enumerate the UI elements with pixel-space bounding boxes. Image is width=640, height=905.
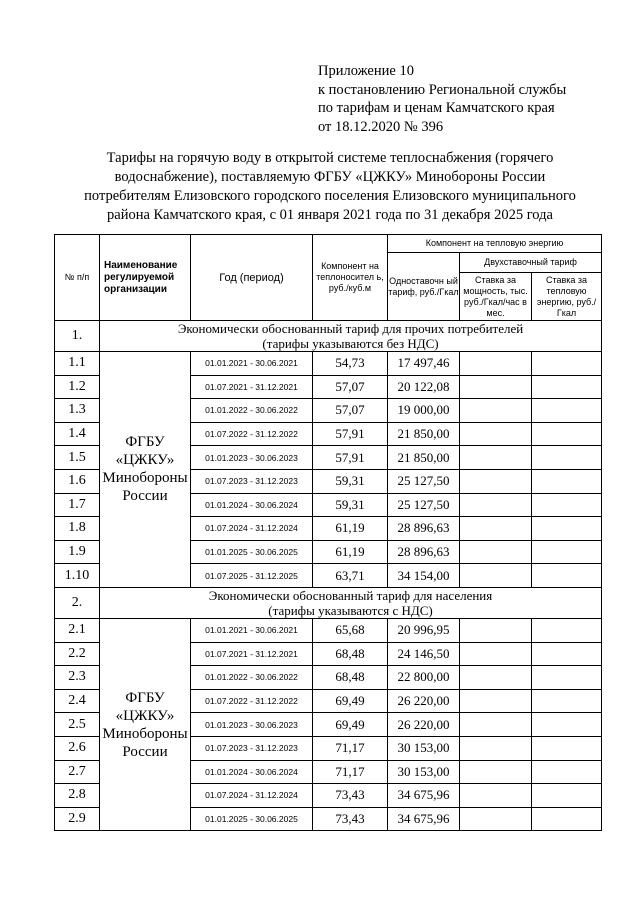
one-part-tariff: 28 896,63 — [388, 540, 460, 564]
row-number: 2.3 — [55, 666, 100, 690]
one-part-tariff: 34 154,00 — [388, 564, 460, 588]
row-number: 1.9 — [55, 540, 100, 564]
period-cell: 01.07.2021 - 31.12.2021 — [191, 375, 313, 399]
one-part-tariff: 22 800,00 — [388, 666, 460, 690]
capacity-rate — [460, 713, 532, 737]
capacity-rate — [460, 736, 532, 760]
coolant-value: 69,49 — [313, 713, 388, 737]
row-number: 2.7 — [55, 760, 100, 784]
row-number: 2.9 — [55, 807, 100, 831]
one-part-tariff: 25 127,50 — [388, 493, 460, 517]
header-year: Год (период) — [191, 235, 313, 321]
energy-rate — [532, 564, 602, 588]
period-cell: 01.07.2024 - 31.12.2024 — [191, 517, 313, 541]
period-cell: 01.01.2021 - 30.06.2021 — [191, 618, 313, 642]
capacity-rate — [460, 760, 532, 784]
coolant-value: 61,19 — [313, 517, 388, 541]
coolant-value: 59,31 — [313, 469, 388, 493]
energy-rate — [532, 446, 602, 470]
section-label-line: (тарифы указываются с НДС) — [268, 602, 433, 618]
one-part-tariff: 17 497,46 — [388, 352, 460, 376]
one-part-tariff: 30 153,00 — [388, 736, 460, 760]
header-org: Наименование регулируемой организации — [100, 235, 191, 321]
section-number: 1. — [55, 321, 100, 352]
annex-line: по тарифам и ценам Камчатского края — [318, 100, 555, 116]
one-part-tariff: 21 850,00 — [388, 446, 460, 470]
one-part-tariff: 30 153,00 — [388, 760, 460, 784]
row-number: 1.2 — [55, 375, 100, 399]
annex-line: от 18.12.2020 № 396 — [318, 118, 444, 135]
annex-line: к постановлению Региональной службы — [318, 81, 567, 98]
period-cell: 01.07.2024 - 31.12.2024 — [191, 784, 313, 808]
document-title — [60, 149, 600, 225]
header-coolant: Компонент на теплоносител ь, руб./куб.м — [313, 235, 388, 321]
one-part-tariff: 24 146,50 — [388, 642, 460, 666]
title-line: Тарифы на горячую воду в открытой системе теплоснабжения (горячего — [106, 150, 554, 166]
row-number: 2.2 — [55, 642, 100, 666]
energy-rate — [532, 618, 602, 642]
coolant-value: 61,19 — [313, 540, 388, 564]
organization-name-line: ФГБУ — [125, 434, 165, 451]
row-number: 1.8 — [55, 517, 100, 541]
coolant-value: 57,91 — [313, 422, 388, 446]
energy-rate — [532, 352, 602, 376]
energy-rate — [532, 784, 602, 808]
one-part-tariff: 26 220,00 — [388, 689, 460, 713]
table-row — [55, 352, 602, 376]
row-number: 2.1 — [55, 618, 100, 642]
header-num: № п/п — [55, 235, 100, 321]
coolant-value: 59,31 — [313, 493, 388, 517]
coolant-value: 68,48 — [313, 666, 388, 690]
organization-name — [100, 618, 191, 830]
section-label — [100, 587, 602, 618]
capacity-rate — [460, 618, 532, 642]
capacity-rate — [460, 399, 532, 423]
header-capacity: Ставка за мощность, тыс. руб./Гкал/час в мес. — [460, 273, 532, 321]
energy-rate — [532, 713, 602, 737]
coolant-value: 73,43 — [313, 807, 388, 831]
energy-rate — [532, 375, 602, 399]
organization-name-line: Минобороны России — [102, 725, 188, 760]
coolant-value: 57,07 — [313, 375, 388, 399]
header-two-part: Двухставочный тариф — [460, 253, 602, 273]
row-number: 1.10 — [55, 564, 100, 588]
period-cell: 01.01.2024 - 30.06.2024 — [191, 760, 313, 784]
one-part-tariff: 34 675,96 — [388, 807, 460, 831]
capacity-rate — [460, 493, 532, 517]
period-cell: 01.07.2025 - 31.12.2025 — [191, 564, 313, 588]
energy-rate — [532, 517, 602, 541]
capacity-rate — [460, 642, 532, 666]
period-cell: 01.01.2024 - 30.06.2024 — [191, 493, 313, 517]
organization-name-line: ФГБУ — [125, 689, 165, 706]
period-cell: 01.07.2021 - 31.12.2021 — [191, 642, 313, 666]
period-cell: 01.01.2021 - 30.06.2021 — [191, 352, 313, 376]
row-number: 1.5 — [55, 446, 100, 470]
capacity-rate — [460, 517, 532, 541]
one-part-tariff: 28 896,63 — [388, 517, 460, 541]
period-cell: 01.01.2025 - 30.06.2025 — [191, 807, 313, 831]
row-number: 2.8 — [55, 784, 100, 808]
one-part-tariff: 21 850,00 — [388, 422, 460, 446]
section-label-line: Экономически обоснованный тариф для прочих потребителей — [177, 321, 524, 336]
row-number: 1.1 — [55, 352, 100, 376]
period-cell: 01.01.2022 - 30.06.2022 — [191, 666, 313, 690]
energy-rate — [532, 666, 602, 690]
coolant-value: 65,68 — [313, 618, 388, 642]
coolant-value: 54,73 — [313, 352, 388, 376]
energy-rate — [532, 469, 602, 493]
one-part-tariff: 19 000,00 — [388, 399, 460, 423]
organization-name — [100, 352, 191, 588]
capacity-rate — [460, 564, 532, 588]
period-cell: 01.01.2025 - 30.06.2025 — [191, 540, 313, 564]
section-label-line: Экономически обоснованный тариф для населения — [208, 587, 493, 603]
period-cell: 01.07.2022 - 31.12.2022 — [191, 422, 313, 446]
capacity-rate — [460, 689, 532, 713]
period-cell: 01.07.2022 - 31.12.2022 — [191, 689, 313, 713]
capacity-rate — [460, 375, 532, 399]
section-label — [100, 321, 602, 352]
capacity-rate — [460, 540, 532, 564]
section-row — [55, 321, 602, 352]
organization-name-line: Минобороны России — [102, 470, 188, 505]
table-row — [55, 618, 602, 642]
energy-rate — [532, 736, 602, 760]
energy-rate — [532, 760, 602, 784]
title-line: потребителям Елизовского городского поселения Елизовского муниципального — [84, 188, 576, 204]
tariff-table — [54, 234, 602, 831]
section-row — [55, 587, 602, 618]
capacity-rate — [460, 469, 532, 493]
capacity-rate — [460, 807, 532, 831]
row-number: 1.6 — [55, 469, 100, 493]
one-part-tariff: 25 127,50 — [388, 469, 460, 493]
capacity-rate — [460, 446, 532, 470]
title-line: водоснабжение), поставляемую ФГБУ «ЦЖКУ» Минобороны России — [114, 169, 546, 185]
row-number: 1.3 — [55, 399, 100, 423]
capacity-rate — [460, 422, 532, 446]
energy-rate — [532, 399, 602, 423]
capacity-rate — [460, 666, 532, 690]
row-number: 2.6 — [55, 736, 100, 760]
section-number: 2. — [55, 587, 100, 618]
row-number: 1.4 — [55, 422, 100, 446]
capacity-rate — [460, 784, 532, 808]
energy-rate — [532, 689, 602, 713]
header-row — [55, 235, 602, 253]
organization-name-line: «ЦЖКУ» — [115, 707, 175, 724]
annex-block — [318, 62, 566, 136]
coolant-value: 69,49 — [313, 689, 388, 713]
one-part-tariff: 20 996,95 — [388, 618, 460, 642]
period-cell: 01.07.2023 - 31.12.2023 — [191, 469, 313, 493]
coolant-value: 68,48 — [313, 642, 388, 666]
coolant-value: 63,71 — [313, 564, 388, 588]
header-one-part: Одноставочн ый тариф, руб./Гкал — [388, 253, 460, 321]
coolant-value: 71,17 — [313, 760, 388, 784]
row-number: 2.4 — [55, 689, 100, 713]
energy-rate — [532, 642, 602, 666]
energy-rate — [532, 540, 602, 564]
header-heat: Компонент на тепловую энергию — [388, 235, 602, 253]
period-cell: 01.01.2023 - 30.06.2023 — [191, 446, 313, 470]
period-cell: 01.07.2023 - 31.12.2023 — [191, 736, 313, 760]
row-number: 1.7 — [55, 493, 100, 517]
organization-name-line: «ЦЖКУ» — [115, 452, 175, 469]
one-part-tariff: 26 220,00 — [388, 713, 460, 737]
period-cell: 01.01.2023 - 30.06.2023 — [191, 713, 313, 737]
one-part-tariff: 20 122,08 — [388, 375, 460, 399]
coolant-value: 57,07 — [313, 399, 388, 423]
period-cell: 01.01.2022 - 30.06.2022 — [191, 399, 313, 423]
row-number: 2.5 — [55, 713, 100, 737]
energy-rate — [532, 807, 602, 831]
header-energy: Ставка за тепловую энергию, руб./Гкал — [532, 273, 602, 321]
energy-rate — [532, 493, 602, 517]
annex-line: Приложение 10 — [318, 63, 414, 79]
coolant-value: 73,43 — [313, 784, 388, 808]
section-label-line: (тарифы указываются без НДС) — [262, 336, 439, 351]
capacity-rate — [460, 352, 532, 376]
one-part-tariff: 34 675,96 — [388, 784, 460, 808]
energy-rate — [532, 422, 602, 446]
coolant-value: 57,91 — [313, 446, 388, 470]
title-line: района Камчатского края, с 01 января 2021 года по 31 декабря 2025 года — [107, 207, 553, 223]
coolant-value: 71,17 — [313, 736, 388, 760]
